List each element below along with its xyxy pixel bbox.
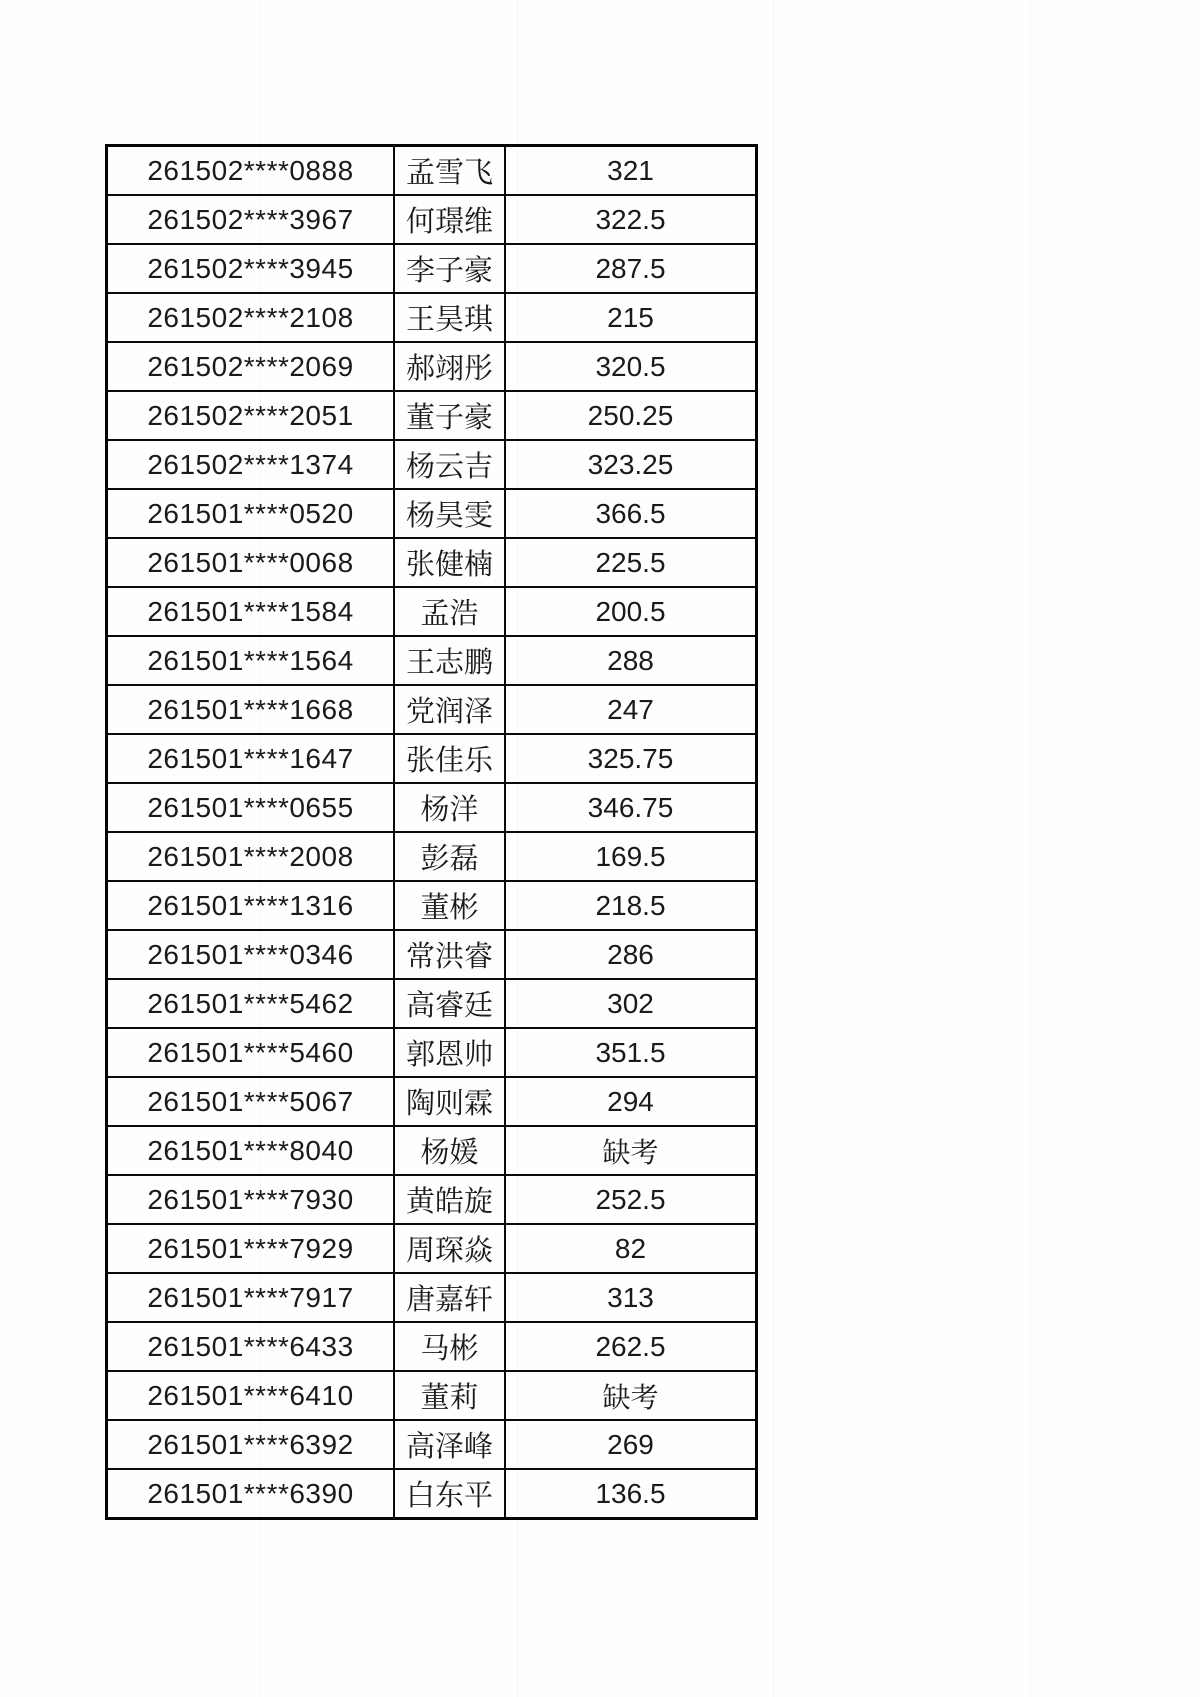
- exam-id-cell: 261501****1564: [107, 636, 395, 685]
- candidate-name-cell: 张佳乐: [394, 734, 505, 783]
- score-cell: 169.5: [505, 832, 757, 881]
- exam-id-cell: 261501****5460: [107, 1028, 395, 1077]
- table-row: [107, 1077, 757, 1126]
- score-cell: 247: [505, 685, 757, 734]
- score-cell: 323.25: [505, 440, 757, 489]
- table-row: [107, 391, 757, 440]
- table-row: [107, 1028, 757, 1077]
- exam-id-cell: 261501****1316: [107, 881, 395, 930]
- table-row: [107, 440, 757, 489]
- score-table: [105, 144, 758, 1520]
- table-row: [107, 293, 757, 342]
- score-cell: 215: [505, 293, 757, 342]
- table-row: [107, 734, 757, 783]
- table-row: [107, 244, 757, 293]
- table-row: [107, 685, 757, 734]
- score-cell: 缺考: [505, 1126, 757, 1175]
- candidate-name-cell: 周琛焱: [394, 1224, 505, 1273]
- table-row: [107, 930, 757, 979]
- exam-id-cell: 261501****2008: [107, 832, 395, 881]
- exam-id-cell: 261502****1374: [107, 440, 395, 489]
- score-cell: 346.75: [505, 783, 757, 832]
- table-row: [107, 1469, 757, 1519]
- score-cell: 252.5: [505, 1175, 757, 1224]
- score-cell: 缺考: [505, 1371, 757, 1420]
- score-cell: 313: [505, 1273, 757, 1322]
- table-row: [107, 832, 757, 881]
- candidate-name-cell: 杨云吉: [394, 440, 505, 489]
- table-row: [107, 538, 757, 587]
- table-row: [107, 636, 757, 685]
- candidate-name-cell: 王志鹏: [394, 636, 505, 685]
- exam-id-cell: 261501****6390: [107, 1469, 395, 1519]
- candidate-name-cell: 杨媛: [394, 1126, 505, 1175]
- score-cell: 250.25: [505, 391, 757, 440]
- score-cell: 366.5: [505, 489, 757, 538]
- exam-id-cell: 261501****0655: [107, 783, 395, 832]
- score-cell: 82: [505, 1224, 757, 1273]
- score-cell: 262.5: [505, 1322, 757, 1371]
- exam-id-cell: 261501****5462: [107, 979, 395, 1028]
- table-row: [107, 489, 757, 538]
- score-cell: 294: [505, 1077, 757, 1126]
- exam-id-cell: 261501****1668: [107, 685, 395, 734]
- candidate-name-cell: 王昊琪: [394, 293, 505, 342]
- score-cell: 218.5: [505, 881, 757, 930]
- exam-id-cell: 261501****6410: [107, 1371, 395, 1420]
- exam-id-cell: 261502****2108: [107, 293, 395, 342]
- table-row: [107, 979, 757, 1028]
- candidate-name-cell: 党润泽: [394, 685, 505, 734]
- score-table-body: [107, 146, 757, 1519]
- candidate-name-cell: 孟浩: [394, 587, 505, 636]
- table-row: [107, 1273, 757, 1322]
- candidate-name-cell: 唐嘉轩: [394, 1273, 505, 1322]
- table-row: [107, 1420, 757, 1469]
- exam-id-cell: 261502****2051: [107, 391, 395, 440]
- table-row: [107, 587, 757, 636]
- scan-artifact-line: [773, 0, 774, 1697]
- table-row: [107, 783, 757, 832]
- table-row: [107, 1175, 757, 1224]
- table-row: [107, 195, 757, 244]
- candidate-name-cell: 董彬: [394, 881, 505, 930]
- table-row: [107, 342, 757, 391]
- score-cell: 225.5: [505, 538, 757, 587]
- candidate-name-cell: 马彬: [394, 1322, 505, 1371]
- candidate-name-cell: 黄皓旋: [394, 1175, 505, 1224]
- score-cell: 322.5: [505, 195, 757, 244]
- exam-id-cell: 261501****7930: [107, 1175, 395, 1224]
- score-cell: 136.5: [505, 1469, 757, 1519]
- candidate-name-cell: 常洪睿: [394, 930, 505, 979]
- score-cell: 320.5: [505, 342, 757, 391]
- score-cell: 321: [505, 146, 757, 196]
- table-row: [107, 1126, 757, 1175]
- table-row: [107, 1224, 757, 1273]
- score-cell: 286: [505, 930, 757, 979]
- candidate-name-cell: 彭磊: [394, 832, 505, 881]
- candidate-name-cell: 何璟维: [394, 195, 505, 244]
- table-row: [107, 1322, 757, 1371]
- table-row: [107, 881, 757, 930]
- candidate-name-cell: 董莉: [394, 1371, 505, 1420]
- exam-id-cell: 261501****0068: [107, 538, 395, 587]
- score-cell: 287.5: [505, 244, 757, 293]
- candidate-name-cell: 孟雪飞: [394, 146, 505, 196]
- candidate-name-cell: 郭恩帅: [394, 1028, 505, 1077]
- candidate-name-cell: 张健楠: [394, 538, 505, 587]
- exam-id-cell: 261501****0346: [107, 930, 395, 979]
- score-cell: 269: [505, 1420, 757, 1469]
- exam-id-cell: 261501****0520: [107, 489, 395, 538]
- score-cell: 351.5: [505, 1028, 757, 1077]
- exam-id-cell: 261502****2069: [107, 342, 395, 391]
- candidate-name-cell: 陶则霖: [394, 1077, 505, 1126]
- exam-id-cell: 261501****7917: [107, 1273, 395, 1322]
- candidate-name-cell: 高泽峰: [394, 1420, 505, 1469]
- candidate-name-cell: 白东平: [394, 1469, 505, 1519]
- exam-id-cell: 261501****6433: [107, 1322, 395, 1371]
- exam-id-cell: 261502****3967: [107, 195, 395, 244]
- candidate-name-cell: 郝翊彤: [394, 342, 505, 391]
- candidate-name-cell: 董子豪: [394, 391, 505, 440]
- score-cell: 325.75: [505, 734, 757, 783]
- candidate-name-cell: 李子豪: [394, 244, 505, 293]
- candidate-name-cell: 杨洋: [394, 783, 505, 832]
- score-cell: 302: [505, 979, 757, 1028]
- exam-id-cell: 261502****0888: [107, 146, 395, 196]
- exam-id-cell: 261502****3945: [107, 244, 395, 293]
- score-cell: 288: [505, 636, 757, 685]
- score-cell: 200.5: [505, 587, 757, 636]
- scan-artifact-line: [1030, 0, 1031, 1697]
- table-row: [107, 1371, 757, 1420]
- exam-id-cell: 261501****1584: [107, 587, 395, 636]
- exam-id-cell: 261501****7929: [107, 1224, 395, 1273]
- exam-id-cell: 261501****5067: [107, 1077, 395, 1126]
- exam-id-cell: 261501****6392: [107, 1420, 395, 1469]
- table-row: [107, 146, 757, 196]
- exam-id-cell: 261501****1647: [107, 734, 395, 783]
- candidate-name-cell: 高睿廷: [394, 979, 505, 1028]
- exam-id-cell: 261501****8040: [107, 1126, 395, 1175]
- candidate-name-cell: 杨昊雯: [394, 489, 505, 538]
